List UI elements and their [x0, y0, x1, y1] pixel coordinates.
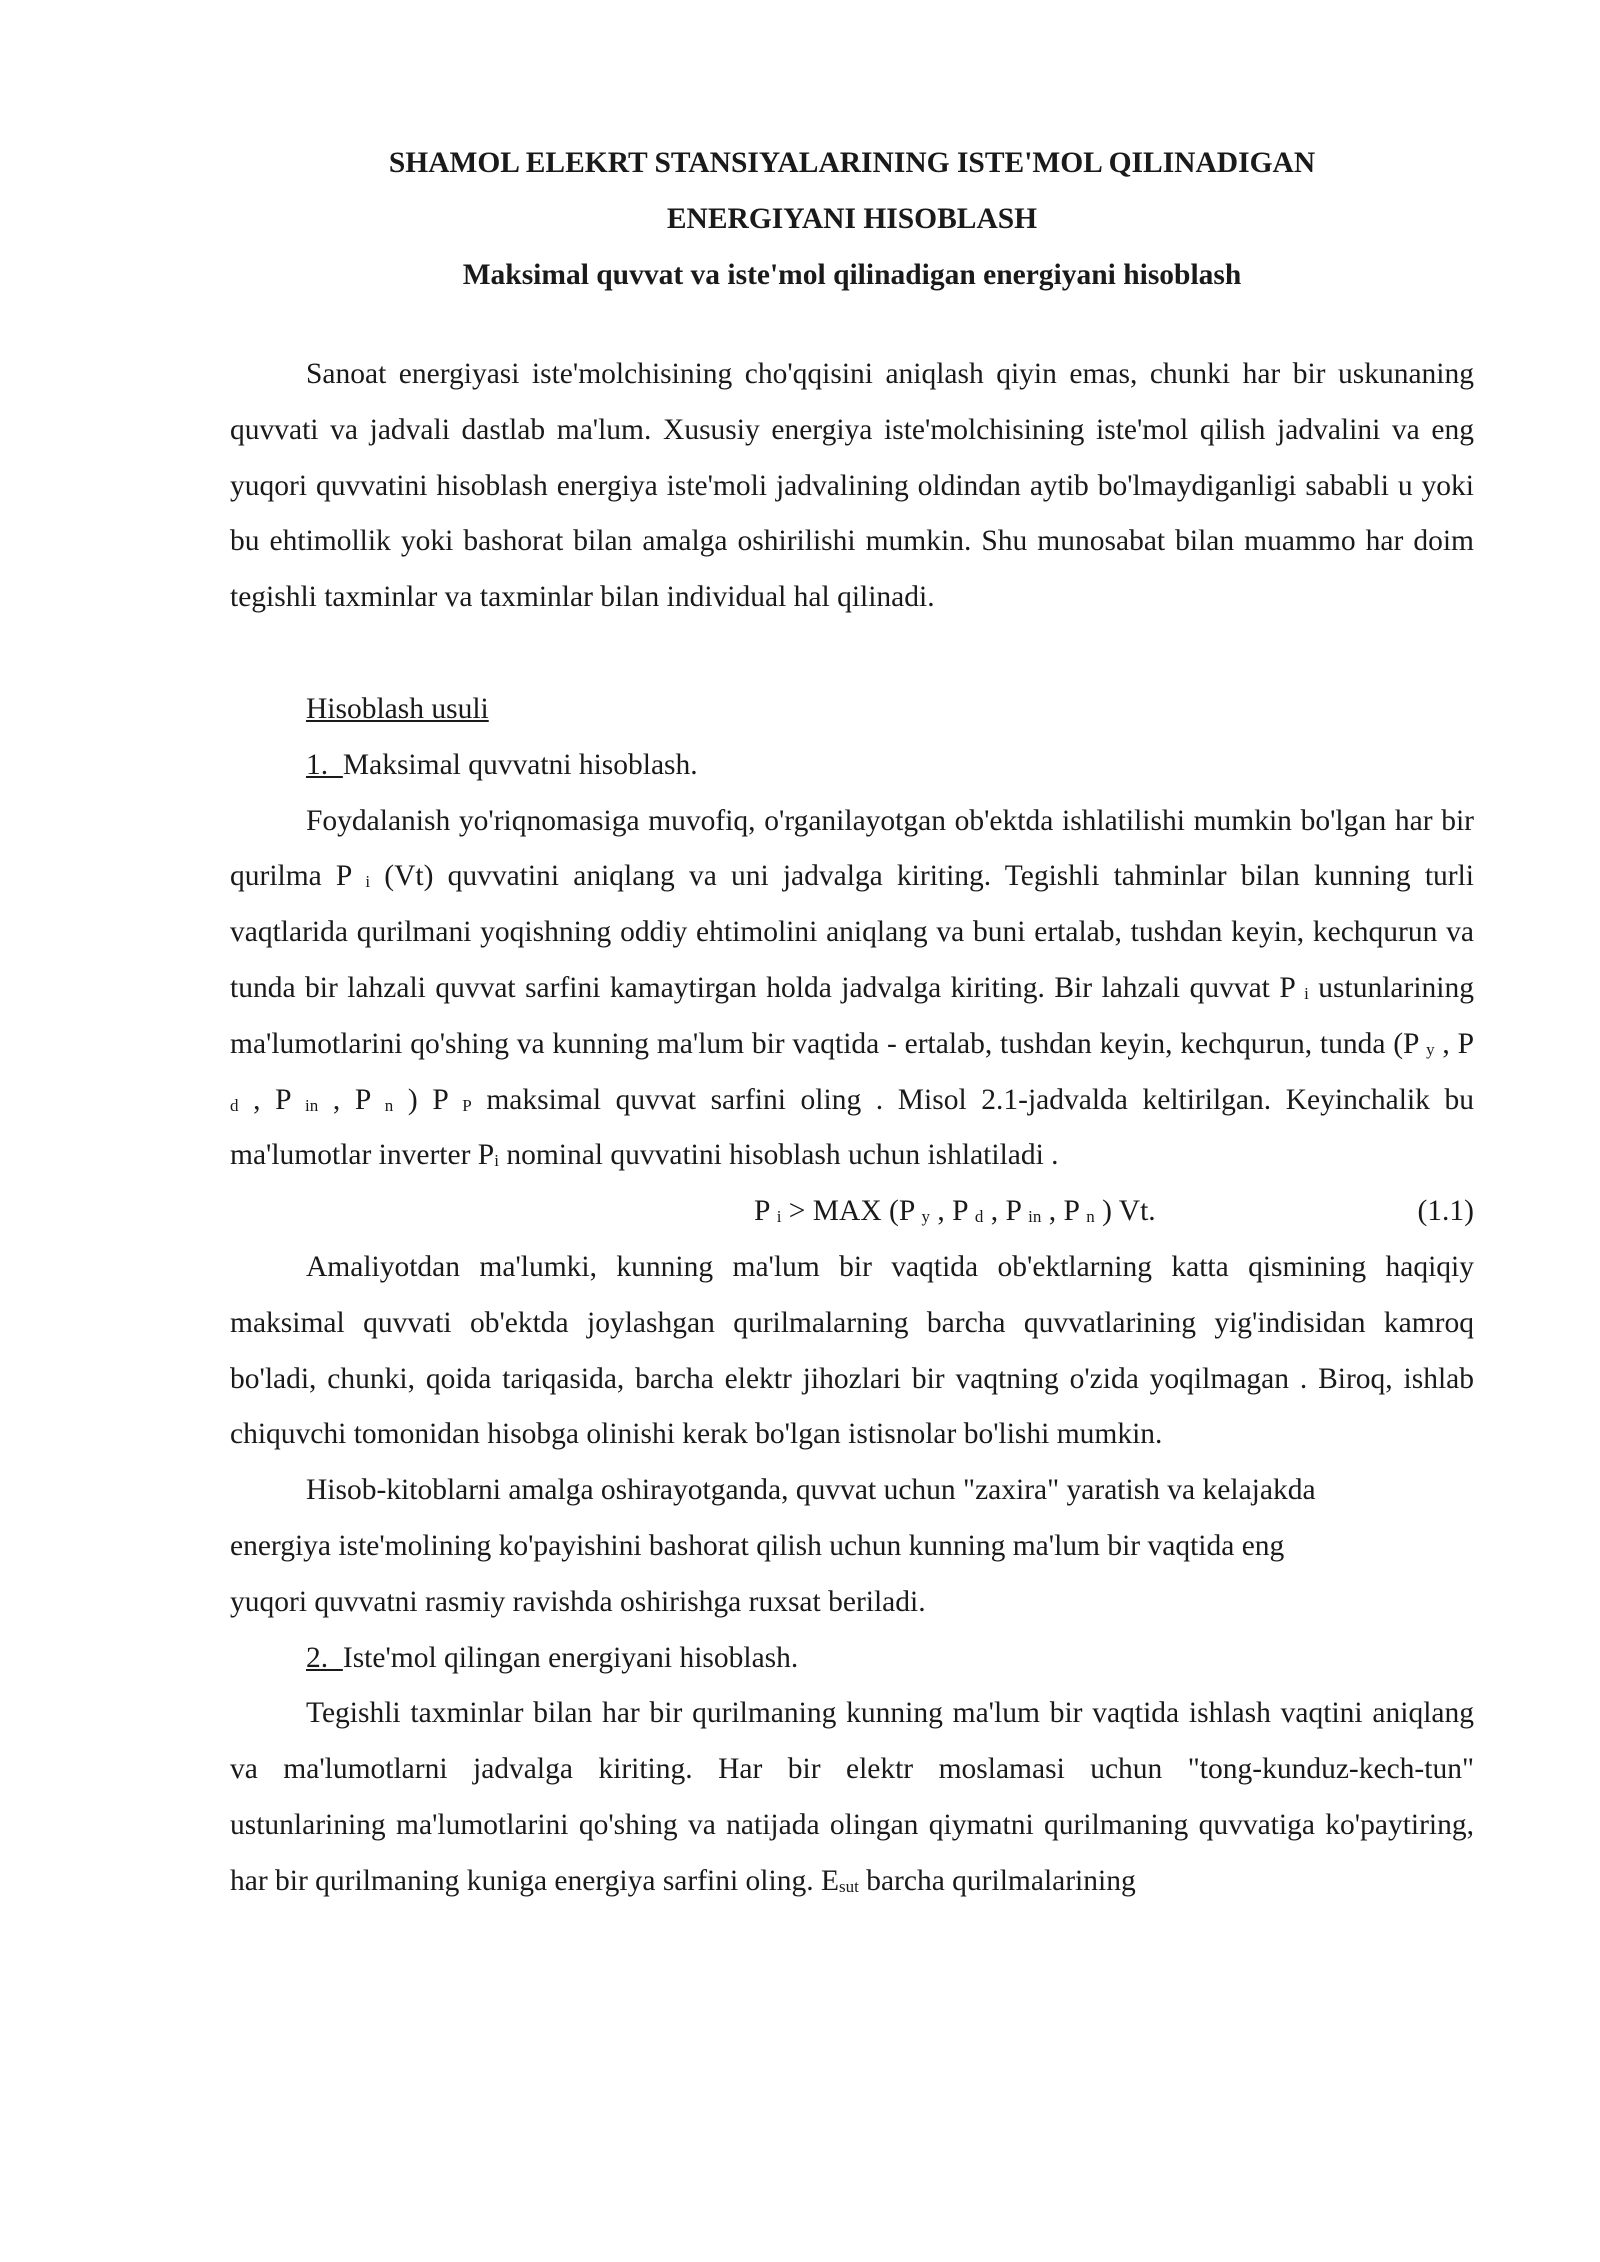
- subscript: y: [1426, 1039, 1435, 1059]
- intro-paragraph: Sanoat energiyasi iste'molchisining cho'qqisini aniqlash qiyin emas, chunki har bir uskunaning quvvati va jadvali dastlab ma'lum. Xususiy energiya iste'molchisining iste'mol qilish jadvalini va eng yuqori quvvatini hisoblash energiya iste'moli jadvalining oldindan aytib bo'lmaydiganligi sababli u yoki bu ehtimollik yoki bashorat bilan amalga oshirilishi mumkin. Shu munosabat bilan muammo har doim tegishli taxminlar va taxminlar bilan individual hal qilinadi.: [230, 358, 1474, 614]
- paragraph-energy: [230, 1686, 1474, 1909]
- subscript: sut: [838, 1876, 859, 1896]
- subscript: in: [1028, 1207, 1042, 1227]
- method-heading-text: Hisoblash usuli: [306, 692, 489, 725]
- text: , P: [930, 1195, 975, 1228]
- text: barcha qurilmalarining: [858, 1864, 1136, 1897]
- subscript: i: [494, 1151, 499, 1171]
- title-line-2: ENERGIYANI HISOBLASH: [666, 203, 1038, 235]
- subscript: d: [230, 1095, 239, 1115]
- paragraph-max-power: [230, 794, 1474, 1185]
- text: ) Vt.: [1094, 1195, 1156, 1228]
- text: , P: [318, 1083, 385, 1116]
- subscript: i: [776, 1207, 782, 1227]
- text: ) P: [393, 1083, 463, 1116]
- text: > MAX (P: [781, 1195, 922, 1228]
- text: ustunlarining ma'lumotlarini qo'shing va kunning ma'lum bir vaqtida - ertalab, tushdan keyin, kechqurun, tunda (P: [230, 971, 1474, 1060]
- formula-number: (1.1): [1417, 1195, 1474, 1228]
- list-item-2-number: 2.: [306, 1641, 343, 1674]
- list-item-2: [230, 1631, 1474, 1687]
- paragraph-reserve-line-2: energiya iste'molining ko'payishini bashorat qilish uchun kunning ma'lum bir vaqtida eng: [230, 1529, 1285, 1562]
- subscript: P: [462, 1095, 472, 1115]
- subscript: in: [305, 1095, 319, 1115]
- subscript: n: [384, 1095, 394, 1115]
- paragraph-reserve-line-3: yuqori quvvatni rasmiy ravishda oshirishga ruxsat beriladi.: [230, 1585, 926, 1618]
- subscript: i: [1304, 983, 1309, 1003]
- text: nominal quvvatini hisoblash uchun ishlatiladi .: [498, 1139, 1059, 1172]
- subtitle: Maksimal quvvat va iste'mol qilinadigan energiyani hisoblash: [462, 259, 1242, 291]
- formula-1-1: [230, 1184, 1474, 1240]
- spacer: [230, 626, 1474, 682]
- formula-expression: [754, 1184, 1156, 1240]
- text: Tegishli taxminlar bilan har bir qurilmaning kunning ma'lum bir vaqtida ishlash vaqtini aniqlang va ma'lumotlarni jadvalga kiriting. Har bir elektr moslamasi uchun "tong-kunduz-kech-tun" ustunlarining ma'lumotlarini qo'shing va natijada olingan qiymatni qurilmaning quvvatiga ko'paytiring, har bir qurilmaning kuniga energiya sarfini oling. E: [230, 1697, 1474, 1897]
- subscript: i: [365, 872, 371, 892]
- text: , P: [983, 1195, 1029, 1228]
- text: Foydalanish yo'riqnomasiga muvofiq, o'rganilayotgan ob'ektda ishlatilishi mumkin bo'lgan har bir qurilma P: [230, 804, 1474, 893]
- subscript: y: [921, 1207, 931, 1227]
- text: , P: [238, 1083, 306, 1116]
- text: maksimal quvvat sarfini oling . Misol 2.1-jadvalda keltirilgan. Keyinchalik bu ma'lumotlar inverter P: [230, 1083, 1475, 1172]
- subscript: n: [1086, 1207, 1095, 1227]
- paragraph-practice: Amaliyotdan ma'lumki, kunning ma'lum bir vaqtida ob'ektlarning katta qismining haqiqiy maksimal quvvati ob'ektda joylashgan qurilmalarning barcha quvvatlarining yig'indisidan kamroq bo'ladi, chunki, qoida tariqasida, barcha elektr jihozlari bir vaqtning o'zida yoqilmagan . Biroq, ishlab chiquvchi tomonidan hisobga olinishi kerak bo'lgan istisnolar bo'lishi mumkin.: [230, 1250, 1474, 1451]
- list-item-2-text: Iste'mol qilingan energiyani hisoblash.: [342, 1641, 799, 1674]
- text: P: [754, 1195, 777, 1228]
- text: (Vt) quvvatini aniqlang va uni jadvalga kiriting. Tegishli tahminlar bilan kunning turli vaqtlarida qurilmani yoqishning oddiy ehtimolini aniqlang va buni ertalab, tushdan keyin, kechqurun va tunda bir lahzali quvvat sarfini kamaytirgan holda jadvalga kiriting. Bir lahzali quvvat P: [230, 860, 1474, 1004]
- paragraph-reserve-line-1: Hisob-kitoblarni amalga oshirayotganda, quvvat uchun "zaxira" yaratish va kelajakda: [306, 1474, 1316, 1507]
- method-heading: [230, 682, 1474, 738]
- list-item-1: [230, 738, 1474, 794]
- list-item-1-number: 1.: [306, 748, 343, 781]
- document-page: [230, 135, 1474, 1910]
- text: , P: [1434, 1027, 1474, 1060]
- title-line-1: SHAMOL ELEKRT STANSIYALARINING ISTE'MOL QILINADIGAN: [388, 147, 1316, 179]
- list-item-1-text: Maksimal quvvatni hisoblash.: [342, 748, 698, 781]
- subscript: d: [974, 1207, 984, 1227]
- text: , P: [1041, 1195, 1087, 1228]
